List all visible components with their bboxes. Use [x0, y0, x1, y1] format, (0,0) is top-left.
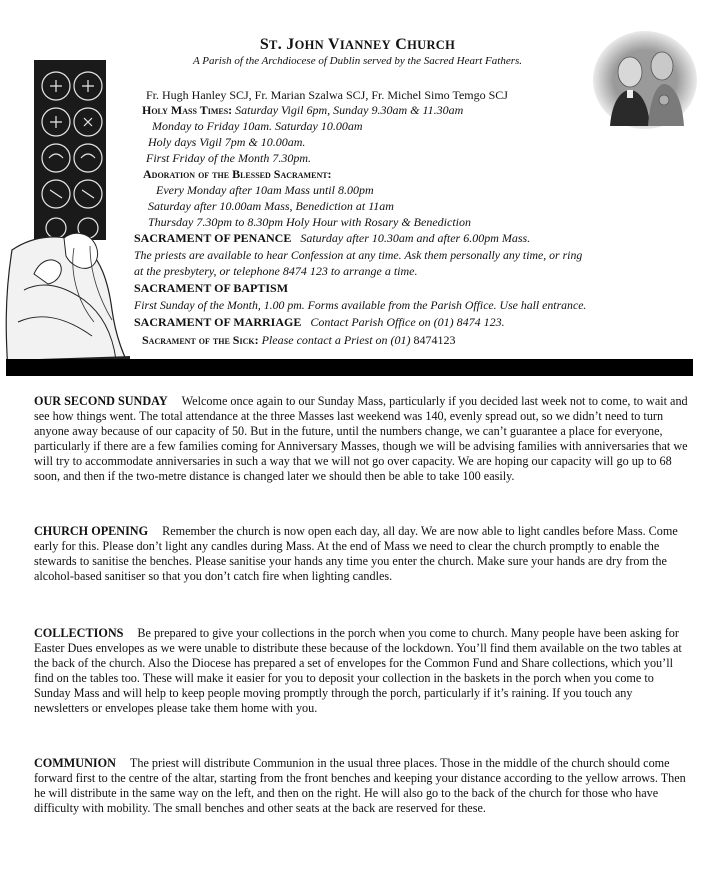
section-heading: CHURCH OPENING	[34, 524, 149, 538]
bulletin-header	[0, 0, 715, 380]
penance-note-2: at the presbytery, or telephone 8474 123 to arrange a time.	[134, 264, 418, 278]
sick-note: Please contact a Priest on (01)	[258, 333, 414, 347]
holy-mass-value: Saturday Vigil 6pm, Sunday 9.30am & 11.30am	[232, 103, 464, 117]
holy-days-line: Holy days Vigil 7pm & 10.00am.	[148, 135, 306, 149]
sacred-art-illustration	[4, 60, 132, 376]
weekday-mass-line: Monday to Friday 10am. Saturday 10.00am	[152, 119, 363, 133]
adoration-line-2: Saturday after 10.00am Mass, Benediction at 11am	[148, 199, 394, 213]
section-heading: COMMUNION	[34, 756, 116, 770]
section-collections	[34, 626, 690, 716]
section-heading: COLLECTIONS	[34, 626, 124, 640]
section-body: The priest will distribute Communion in the usual three places. Those in the middle of the church should come forward first to the centre of the altar, starting from the front benches and keeping your distance according to the yellow arrows. Then he will distribute in the same way on the left, and then on the right. He will also go to the back of the church for those who have difficulty with mobility. The small benches and other seats at the back are reserved for these.	[34, 756, 686, 815]
baptism-label: SACRAMENT OF BAPTISM	[134, 281, 289, 295]
section-body: Be prepared to give your collections in the porch when you come to church. Many people have been asking for Easter Dues envelopes as we were unable to distribute these because of the lockdown. You’ll find them available on the two tables at the back of the church. Also the Diocese has prepared a set of envelopes for the Common Fund and Share collections, which you’ll find on the tables too. These will make it easier for you to deposit your collection in the baskets in the porch when you come to Sunday Mass and will help to keep people moving promptly through the porch, particularly if it’s raining. If you touch any newsletters or envelopes please take them home with you.	[34, 626, 682, 715]
section-body: Welcome once again to our Sunday Mass, particularly if you decided last week not to come, to wait and see how things went. The total attendance at the three Masses last weekend was 140, evenly spread out, so we didn’t need to turn anyone away because of our capacity of 50. But in the future, until the numbers change, we can’t guarantee a place for everyone, particularly if there are a few families coming for Anniversary Masses, though we will be advising families with anniversaries that we will try to accommodate anniversaries in such a way that we will not go over capacity. We are hoping our capacity will go up to 68 soon, and then if the two-metre distance is changed later we should then be able to take 100 easily.	[34, 394, 688, 483]
penance-times: Saturday after 10.30am and after 6.00pm Mass.	[300, 231, 531, 245]
sick-label: Sacrament of the Sick:	[142, 333, 259, 347]
marriage-note: Contact Parish Office on (01) 8474 123.	[310, 315, 505, 329]
adoration-label: Adoration of the Blessed Sacrament:	[143, 167, 332, 181]
adoration-line-1: Every Monday after 10am Mass until 8.00pm	[156, 183, 374, 197]
marriage-line	[134, 315, 505, 329]
marriage-label: SACRAMENT OF MARRIAGE	[134, 315, 302, 329]
holy-mass-times	[142, 103, 463, 117]
church-title: ST. JOHN VIANNEY CHURCH	[259, 36, 456, 53]
penance-line	[134, 231, 530, 245]
section-our-second-sunday	[34, 394, 690, 484]
sick-phone: 8474123	[413, 333, 456, 347]
header-divider-bar	[6, 359, 693, 376]
penance-label: SACRAMENT OF PENANCE	[134, 231, 292, 245]
sick-line	[142, 333, 456, 347]
parish-subtitle: A Parish of the Archdiocese of Dublin served by the Sacred Heart Fathers.	[192, 55, 523, 67]
first-friday-line: First Friday of the Month 7.30pm.	[146, 151, 311, 165]
section-communion	[34, 756, 690, 816]
holy-mass-label: Holy Mass Times:	[142, 103, 233, 117]
section-body: Remember the church is now open each day, all day. We are now able to light candles before Mass. Come early for this. Please don’t light any candles during Mass. At the end of Mass we need to clear the church promptly to enable the stewards to sanitise the benches. Please sanitise your hands any time you enter the church. Make sure your hands are dry from the alcohol-based sanitiser so that you don’t catch fire when lighting candles.	[34, 524, 678, 583]
section-heading: OUR SECOND SUNDAY	[34, 394, 168, 408]
adoration-line-3: Thursday 7.30pm to 8.30pm Holy Hour with Rosary & Benediction	[148, 215, 471, 229]
penance-note-1: The priests are available to hear Confession at any time. Ask them personally any time, or ring	[134, 248, 583, 262]
priests-line: Fr. Hugh Hanley SCJ, Fr. Marian Szalwa SCJ, Fr. Michel Simo Temgo SCJ	[146, 88, 508, 102]
section-church-opening	[34, 524, 690, 584]
baptism-note: First Sunday of the Month, 1.00 pm. Forms available from the Parish Office. Use hall entrance.	[134, 298, 587, 312]
